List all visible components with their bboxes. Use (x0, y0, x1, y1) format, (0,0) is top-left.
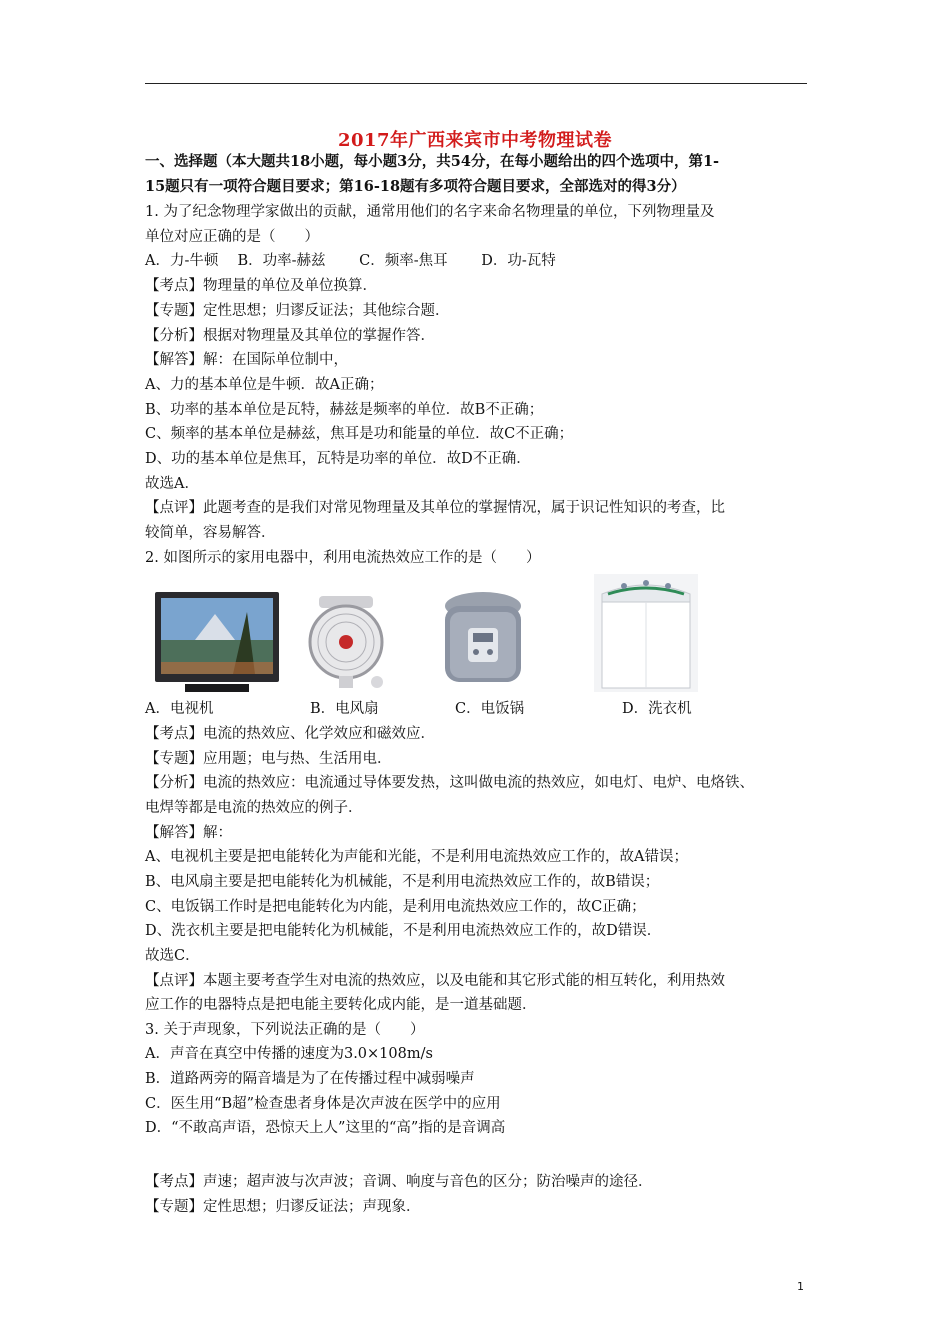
text-line: 【分析】根据对物理量及其单位的掌握作答． (145, 327, 435, 344)
text-line: 1. 为了纪念物理学家做出的贡献，通常用他们的名字来命名物理量的单位，下列物理量及 (145, 204, 715, 220)
text-line: 故选C． (145, 947, 200, 964)
text-line: 【点评】本题主要考查学生对电流的热效应，以及电能和其它形式能的相互转化，利用热效 (145, 972, 725, 989)
text-line: C、频率的基本单位是赫兹，焦耳是功和能量的单位．故C不正确； (145, 426, 574, 443)
text-line: C、电饭锅工作时是把电能转化为内能，是利用电流热效应工作的，故C正确； (145, 898, 646, 915)
appliance-option-c: C．电饭锅 (455, 701, 525, 717)
text-line: A、力的基本单位是牛顿．故A正确； (145, 376, 384, 393)
text-line: 【考点】电流的热效应、化学效应和磁效应． (145, 726, 435, 742)
text-line: C．医生用“B超”检查患者身体是次声波在医学中的应用 (145, 1095, 501, 1112)
text-line: D、功的基本单位是焦耳，瓦特是功率的单位．故D不正确． (145, 451, 531, 467)
text-line: A．声音在真空中传播的速度为3.0×108m/s (145, 1046, 433, 1063)
rice-cooker-image (440, 588, 526, 692)
text-line: 【考点】声速；超声波与次声波；音调、响度与音色的区分；防治噪声的途径． (145, 1174, 653, 1190)
appliance-option-d: D．洗衣机 (622, 701, 692, 717)
text-line: 【解答】解：在国际单位制中， (145, 352, 348, 369)
header-rule (145, 83, 807, 84)
text-line: A、电视机主要是把电能转化为声能和光能，不是利用电流热效应工作的，故A错误； (145, 849, 688, 866)
text-line: 【点评】此题考查的是我们对常见物理量及其单位的掌握情况，属于识记性知识的考查，比 (145, 500, 725, 517)
text-line: B、电风扇主要是把电能转化为机械能，不是利用电流热效应工作的，故B错误； (145, 873, 660, 890)
text-line: 【分析】电流的热效应：电流通过导体要发热，这叫做电流的热效应，如电灯、电炉、电烙铁、 (145, 775, 754, 792)
text-line: 较简单，容易解答． (145, 525, 276, 542)
washing-machine-image (594, 574, 698, 692)
text-line: B．道路两旁的隔音墙是为了在传播过程中减弱噪声 (145, 1071, 475, 1088)
section-heading-line-1: 一、选择题（本大题共18小题，每小题3分，共54分，在每小题给出的四个选项中，第1- (145, 153, 720, 170)
page-number: 1 (797, 1280, 804, 1293)
text-line: 单位对应正确的是（ ） (145, 228, 319, 245)
text-line: 2. 如图所示的家用电器中，利用电流热效应工作的是（ ） (145, 549, 541, 566)
text-line: D．“不敢高声语，恐惊天上人”这里的“高”指的是音调高 (145, 1120, 506, 1137)
text-line: 【考点】物理量的单位及单位换算． (145, 278, 377, 295)
appliance-option-b: B．电风扇 (310, 701, 379, 717)
text-line: B、功率的基本单位是瓦特，赫兹是频率的单位．故B不正确； (145, 401, 544, 418)
text-line: D、洗衣机主要是把电能转化为机械能，不是利用电流热效应工作的，故D错误． (145, 923, 662, 940)
page-title: 2017年广西来宾市中考物理试卷 (337, 130, 613, 151)
text-line: A．力-牛顿 B．功率-赫兹 C．频率-焦耳 D．功-瓦特 (145, 253, 556, 270)
text-line: 【专题】定性思想；归谬反证法；声现象． (145, 1198, 421, 1215)
text-line: 【解答】解： (145, 824, 232, 841)
text-line: 3. 关于声现象，下列说法正确的是（ ） (145, 1021, 425, 1038)
tv-image (155, 592, 279, 694)
text-line: 电焊等都是电流的热效应的例子． (145, 799, 363, 816)
fan-image (305, 592, 387, 692)
text-line: 应工作的电器特点是把电能主要转化成内能，是一道基础题． (145, 997, 537, 1014)
text-line: 故选A． (145, 475, 199, 492)
section-heading-line-2: 15题只有一项符合题目要求；第16-18题有多项符合题目要求，全部选对的得3分） (145, 178, 686, 195)
appliance-option-a: A．电视机 (145, 701, 214, 717)
text-line: 【专题】定性思想；归谬反证法；其他综合题． (145, 302, 450, 319)
text-line: 【专题】应用题；电与热、生活用电． (145, 750, 392, 767)
